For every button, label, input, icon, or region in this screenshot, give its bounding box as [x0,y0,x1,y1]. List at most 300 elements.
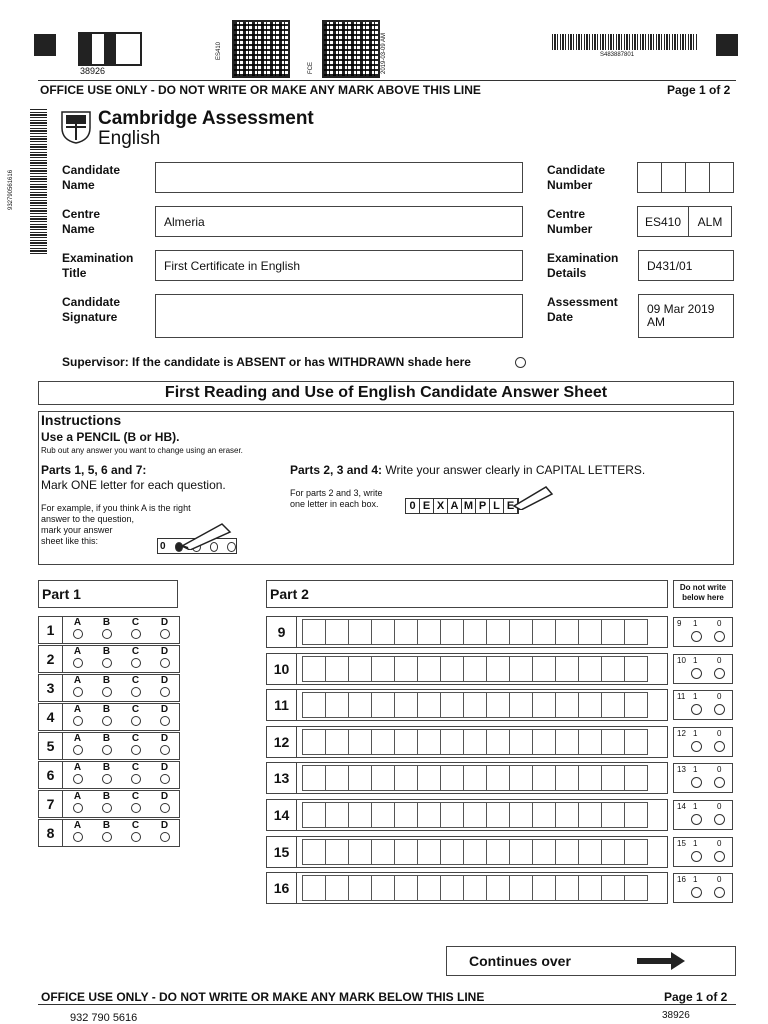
part1-option[interactable]: B [92,705,121,729]
answer-bubble[interactable] [73,687,83,697]
qr-label-1: ES410 [216,41,222,60]
letter-box[interactable] [532,729,556,755]
part1-option[interactable]: C [121,763,150,787]
letter-box[interactable] [325,839,349,865]
letter-box[interactable] [348,692,372,718]
answer-bubble[interactable] [73,803,83,813]
part1-option[interactable]: C [121,676,150,700]
part2-question-number: 10 [267,654,297,684]
parts-right-instruction: Parts 2, 3 and 4: Write your answer clearly in CAPITAL LETTERS. [290,463,646,477]
part1-option[interactable]: A [63,792,92,816]
part1-question-number: 6 [39,762,63,788]
letter-box[interactable] [578,656,602,682]
mark-one-bubble [691,887,702,898]
letter-box[interactable] [624,875,648,901]
part1-question-row [38,616,180,644]
letter-box[interactable] [371,765,395,791]
letter-box[interactable] [555,619,579,645]
answer-bubble[interactable] [73,629,83,639]
letter-box[interactable] [302,619,326,645]
part1-option[interactable]: D [150,705,179,729]
part1-option[interactable]: B [92,618,121,642]
mark-one-bubble [691,851,702,862]
examiner-mark-box [673,690,733,720]
letter-box[interactable] [440,729,464,755]
letter-box[interactable] [394,802,418,828]
top-divider [38,80,736,81]
barcode-number: S483887801 [600,52,635,58]
answer-bubble[interactable] [160,774,170,784]
form-number-top: 38926 [80,66,106,76]
registration-mark-right [716,34,738,56]
answer-bubble[interactable] [102,716,112,726]
letter-box[interactable] [325,802,349,828]
letter-box[interactable] [486,729,510,755]
answer-bubble[interactable] [160,716,170,726]
qr-label-2: FCE [308,62,314,74]
example-letter-boxes: 0 E X A M P L E [405,498,519,514]
letter-box[interactable] [371,692,395,718]
answer-bubble[interactable] [73,745,83,755]
answer-bubble[interactable] [131,832,141,842]
letter-box[interactable] [463,875,487,901]
qr-code-1 [232,20,290,78]
absent-bubble[interactable] [515,357,526,368]
mark-one-bubble [691,741,702,752]
letter-box[interactable] [371,656,395,682]
part1-option[interactable]: A [63,763,92,787]
letter-box[interactable] [371,619,395,645]
letter-box[interactable] [601,765,625,791]
exam-details-label: Examination Details [547,251,619,280]
letter-box[interactable] [578,875,602,901]
mark-zero-label: 0 [717,875,722,885]
part1-option[interactable]: A [63,618,92,642]
part2-question-number: 14 [267,800,297,830]
letter-box[interactable] [371,875,395,901]
part2-question-number: 9 [267,617,297,647]
part1-question-row [38,790,180,818]
answer-bubble[interactable] [102,832,112,842]
exam-title-field[interactable]: First Certificate in English [155,250,523,281]
part1-question-row [38,674,180,702]
answer-bubble[interactable] [102,803,112,813]
exam-details-field: D431/01 [638,250,734,281]
letter-box[interactable] [486,619,510,645]
answer-bubble[interactable] [131,803,141,813]
letter-box[interactable] [463,656,487,682]
mark-one-label: 1 [693,838,698,848]
letter-box[interactable] [440,875,464,901]
part1-option[interactable]: A [63,734,92,758]
page-number-top: Page 1 of 2 [667,83,731,97]
part1-option[interactable]: D [150,618,179,642]
examiner-mark-box [673,800,733,830]
letter-box[interactable] [371,802,395,828]
cambridge-crest-icon [60,110,92,144]
mark-zero-label: 0 [717,619,722,628]
part1-question-row [38,645,180,673]
part2-question-number: 15 [267,837,297,867]
letter-box[interactable] [417,765,441,791]
letter-box[interactable] [578,765,602,791]
letter-box[interactable] [302,765,326,791]
letter-box[interactable] [302,656,326,682]
barcode-top [552,34,698,50]
letter-box[interactable] [440,802,464,828]
parts23-note: For parts 2 and 3, write one letter in each box. [290,488,383,509]
answer-bubble[interactable] [102,687,112,697]
letter-box[interactable] [578,839,602,865]
letter-box[interactable] [302,802,326,828]
letter-box[interactable] [532,839,556,865]
letter-box[interactable] [509,692,533,718]
letter-box[interactable] [509,729,533,755]
letter-box[interactable] [601,729,625,755]
letter-box[interactable] [624,692,648,718]
part2-question-row [266,653,668,685]
letter-box[interactable] [440,619,464,645]
answer-bubble[interactable] [131,745,141,755]
candidate-number-boxes[interactable] [638,162,734,193]
letter-box[interactable] [302,729,326,755]
signature-label: Candidate Signature [62,295,121,324]
letter-box[interactable] [463,729,487,755]
mark-zero-bubble [714,887,725,898]
assessment-date-field: 09 Mar 2019 AM [638,294,734,338]
mark-question-number: 11 [677,692,686,702]
qr-code-2 [322,20,380,78]
letter-box[interactable] [302,692,326,718]
answer-bubble[interactable] [131,687,141,697]
letter-box[interactable] [624,765,648,791]
letter-box[interactable] [532,875,556,901]
letter-box[interactable] [348,875,372,901]
rub-instruction: Rub out any answer you want to change using an eraser. [41,446,243,455]
part1-question-number: 4 [39,704,63,730]
letter-box[interactable] [302,839,326,865]
letter-boxes[interactable] [303,729,648,755]
letter-box[interactable] [325,765,349,791]
answer-bubble[interactable] [160,658,170,668]
letter-box[interactable] [417,802,441,828]
part2-question-row [266,872,668,904]
mark-one-label: 1 [693,875,698,885]
letter-box[interactable] [394,619,418,645]
letter-box[interactable] [601,692,625,718]
letter-box[interactable] [417,619,441,645]
letter-box[interactable] [624,839,648,865]
letter-box[interactable] [532,692,556,718]
letter-box[interactable] [578,802,602,828]
letter-box[interactable] [486,802,510,828]
letter-box[interactable] [417,656,441,682]
letter-box[interactable] [555,729,579,755]
letter-box[interactable] [394,839,418,865]
part2-question-row [266,689,668,721]
answer-bubble[interactable] [160,803,170,813]
candidate-name-label: Candidate Name [62,163,121,192]
part1-question-number: 2 [39,646,63,672]
letter-box[interactable] [601,619,625,645]
part1-option[interactable]: C [121,821,150,845]
letter-box[interactable] [463,692,487,718]
exam-title-label: Examination Title [62,251,134,280]
part2-question-number: 16 [267,873,297,903]
letter-box[interactable] [624,802,648,828]
part2-question-row [266,726,668,758]
do-not-write-label: Do not write below here [673,580,733,608]
letter-box[interactable] [532,656,556,682]
letter-box[interactable] [440,656,464,682]
part1-option[interactable]: D [150,734,179,758]
part1-option[interactable]: B [92,792,121,816]
answer-bubble[interactable] [160,687,170,697]
part1-option[interactable]: B [92,647,121,671]
mark-zero-bubble [714,631,725,642]
part1-option[interactable]: C [121,618,150,642]
letter-box[interactable] [509,875,533,901]
letter-box[interactable] [371,839,395,865]
centre-name-field[interactable]: Almeria [155,206,523,237]
letter-boxes[interactable] [303,656,648,682]
part1-question-row [38,732,180,760]
mark-zero-label: 0 [717,802,722,811]
examiner-mark-box [673,763,733,793]
pencil-instruction: Use a PENCIL (B or HB). [41,430,180,444]
letter-box[interactable] [555,765,579,791]
letter-box[interactable] [532,802,556,828]
letter-box[interactable] [440,839,464,865]
part1-option[interactable]: D [150,647,179,671]
letter-box[interactable] [325,729,349,755]
mark-question-number: 14 [677,802,686,811]
answer-bubble[interactable] [73,716,83,726]
letter-box[interactable] [440,692,464,718]
arrow-right-icon [637,951,687,976]
mark-zero-bubble [714,777,725,788]
letter-box[interactable] [578,692,602,718]
letter-box[interactable] [348,729,372,755]
letter-box[interactable] [601,839,625,865]
mark-one-label: 1 [693,765,698,775]
signature-field[interactable] [155,294,523,338]
letter-boxes[interactable] [303,875,648,901]
part1-question-number: 5 [39,733,63,759]
letter-box[interactable] [486,692,510,718]
answer-bubble[interactable] [102,658,112,668]
letter-box[interactable] [348,656,372,682]
letter-box[interactable] [348,802,372,828]
part2-question-number: 11 [267,690,297,720]
answer-bubble[interactable] [160,629,170,639]
parts-left-title: Parts 1, 5, 6 and 7: [41,463,147,477]
centre-name-label: Centre Name [62,207,101,236]
assessment-date-label: Assessment Date [547,295,618,324]
letter-box[interactable] [555,802,579,828]
mark-one-label: 1 [693,619,698,628]
letter-box[interactable] [509,656,533,682]
pencil-icon [178,520,232,550]
letter-box[interactable] [509,839,533,865]
serial-number: 932 790 5616 [70,1012,138,1024]
part1-option[interactable]: D [150,821,179,845]
answer-bubble[interactable] [160,745,170,755]
letter-box[interactable] [555,875,579,901]
letter-box[interactable] [302,875,326,901]
part1-option[interactable]: C [121,647,150,671]
letter-boxes[interactable] [303,619,648,645]
centre-number-boxes [638,206,732,237]
letter-box[interactable] [417,839,441,865]
answer-bubble[interactable] [131,658,141,668]
part1-option[interactable]: D [150,792,179,816]
instructions-heading: Instructions [41,412,122,428]
mark-question-number: 9 [677,619,682,628]
letter-box[interactable] [463,839,487,865]
letter-box[interactable] [532,765,556,791]
mark-one-bubble [691,814,702,825]
letter-box[interactable] [509,802,533,828]
letter-boxes[interactable] [303,839,648,865]
answer-bubble[interactable] [131,774,141,784]
answer-bubble[interactable] [102,745,112,755]
pencil-icon-2 [512,484,554,510]
letter-box[interactable] [624,656,648,682]
mark-one-label: 1 [693,802,698,811]
mark-one-label: 1 [693,728,698,738]
part1-option[interactable]: A [63,821,92,845]
part1-option[interactable]: A [63,647,92,671]
part2-question-row [266,616,668,648]
letter-box[interactable] [601,875,625,901]
letter-box[interactable] [394,875,418,901]
answer-bubble[interactable] [73,774,83,784]
mark-one-bubble [691,704,702,715]
part1-question-row [38,819,180,847]
mark-zero-label: 0 [717,838,722,848]
logo-line-2: English [98,128,161,149]
part1-option[interactable]: B [92,821,121,845]
letter-box[interactable] [486,656,510,682]
letter-box[interactable] [440,765,464,791]
examiner-mark-box [673,654,733,684]
part1-title: Part 1 [38,580,178,608]
part1-option[interactable]: C [121,705,150,729]
candidate-number-label: Candidate Number [547,163,606,192]
letter-box[interactable] [417,875,441,901]
centre-number-label: Centre Number [547,207,593,236]
answer-bubble[interactable] [102,629,112,639]
part1-question-row [38,761,180,789]
mark-zero-label: 0 [717,728,722,738]
part1-option[interactable]: A [63,676,92,700]
letter-box[interactable] [555,656,579,682]
part1-option[interactable]: B [92,676,121,700]
part1-option[interactable]: D [150,763,179,787]
letter-box[interactable] [348,765,372,791]
part1-question-number: 3 [39,675,63,701]
answer-bubble[interactable] [73,832,83,842]
mark-zero-label: 0 [717,765,722,775]
letter-box[interactable] [325,619,349,645]
part1-option[interactable]: B [92,734,121,758]
letter-box[interactable] [555,839,579,865]
letter-box[interactable] [394,692,418,718]
letter-box[interactable] [394,765,418,791]
part1-option[interactable]: C [121,792,150,816]
letter-box[interactable] [601,802,625,828]
form-number-bottom: 38926 [662,1010,690,1021]
answer-bubble[interactable] [102,774,112,784]
letter-box[interactable] [601,656,625,682]
letter-box[interactable] [486,765,510,791]
letter-box[interactable] [509,765,533,791]
part1-question-row [38,703,180,731]
mark-one-label: 1 [693,655,698,665]
part1-option[interactable]: A [63,705,92,729]
example-text: For example, if you think A is the right answer to the question, mark your answer sheet like this: [41,503,191,546]
letter-box[interactable] [348,839,372,865]
mark-zero-bubble [714,741,725,752]
letter-box[interactable] [371,729,395,755]
letter-box[interactable] [325,692,349,718]
letter-box[interactable] [486,839,510,865]
letter-box[interactable] [417,692,441,718]
letter-box[interactable] [463,765,487,791]
side-barcode [30,108,47,254]
letter-box[interactable] [394,729,418,755]
letter-box[interactable] [578,619,602,645]
answer-bubble[interactable] [160,832,170,842]
answer-bubble[interactable] [73,658,83,668]
letter-box[interactable] [532,619,556,645]
letter-box[interactable] [325,656,349,682]
mark-question-number: 16 [677,875,686,885]
mark-zero-label: 0 [717,692,722,702]
part1-option[interactable]: C [121,734,150,758]
mark-zero-bubble [714,704,725,715]
mark-one-bubble [691,668,702,679]
letter-box[interactable] [348,619,372,645]
letter-box[interactable] [578,729,602,755]
letter-box[interactable] [325,875,349,901]
registration-mark-left [34,34,56,56]
letter-boxes[interactable] [303,765,648,791]
letter-box[interactable] [624,729,648,755]
letter-box[interactable] [463,802,487,828]
answer-bubble[interactable] [131,629,141,639]
letter-box[interactable] [417,729,441,755]
letter-box[interactable] [509,619,533,645]
letter-boxes[interactable] [303,802,648,828]
mark-zero-label: 0 [717,655,722,665]
part2-question-number: 12 [267,727,297,757]
letter-box[interactable] [394,656,418,682]
part1-option[interactable]: B [92,763,121,787]
answer-bubble[interactable] [131,716,141,726]
examiner-mark-box [673,727,733,757]
letter-boxes[interactable] [303,692,648,718]
page-number-bottom: Page 1 of 2 [664,990,728,1004]
part1-option[interactable]: D [150,676,179,700]
examiner-mark-box [673,617,733,647]
letter-box[interactable] [486,875,510,901]
letter-box[interactable] [624,619,648,645]
candidate-name-field[interactable] [155,162,523,193]
letter-box[interactable] [463,619,487,645]
letter-box[interactable] [555,692,579,718]
